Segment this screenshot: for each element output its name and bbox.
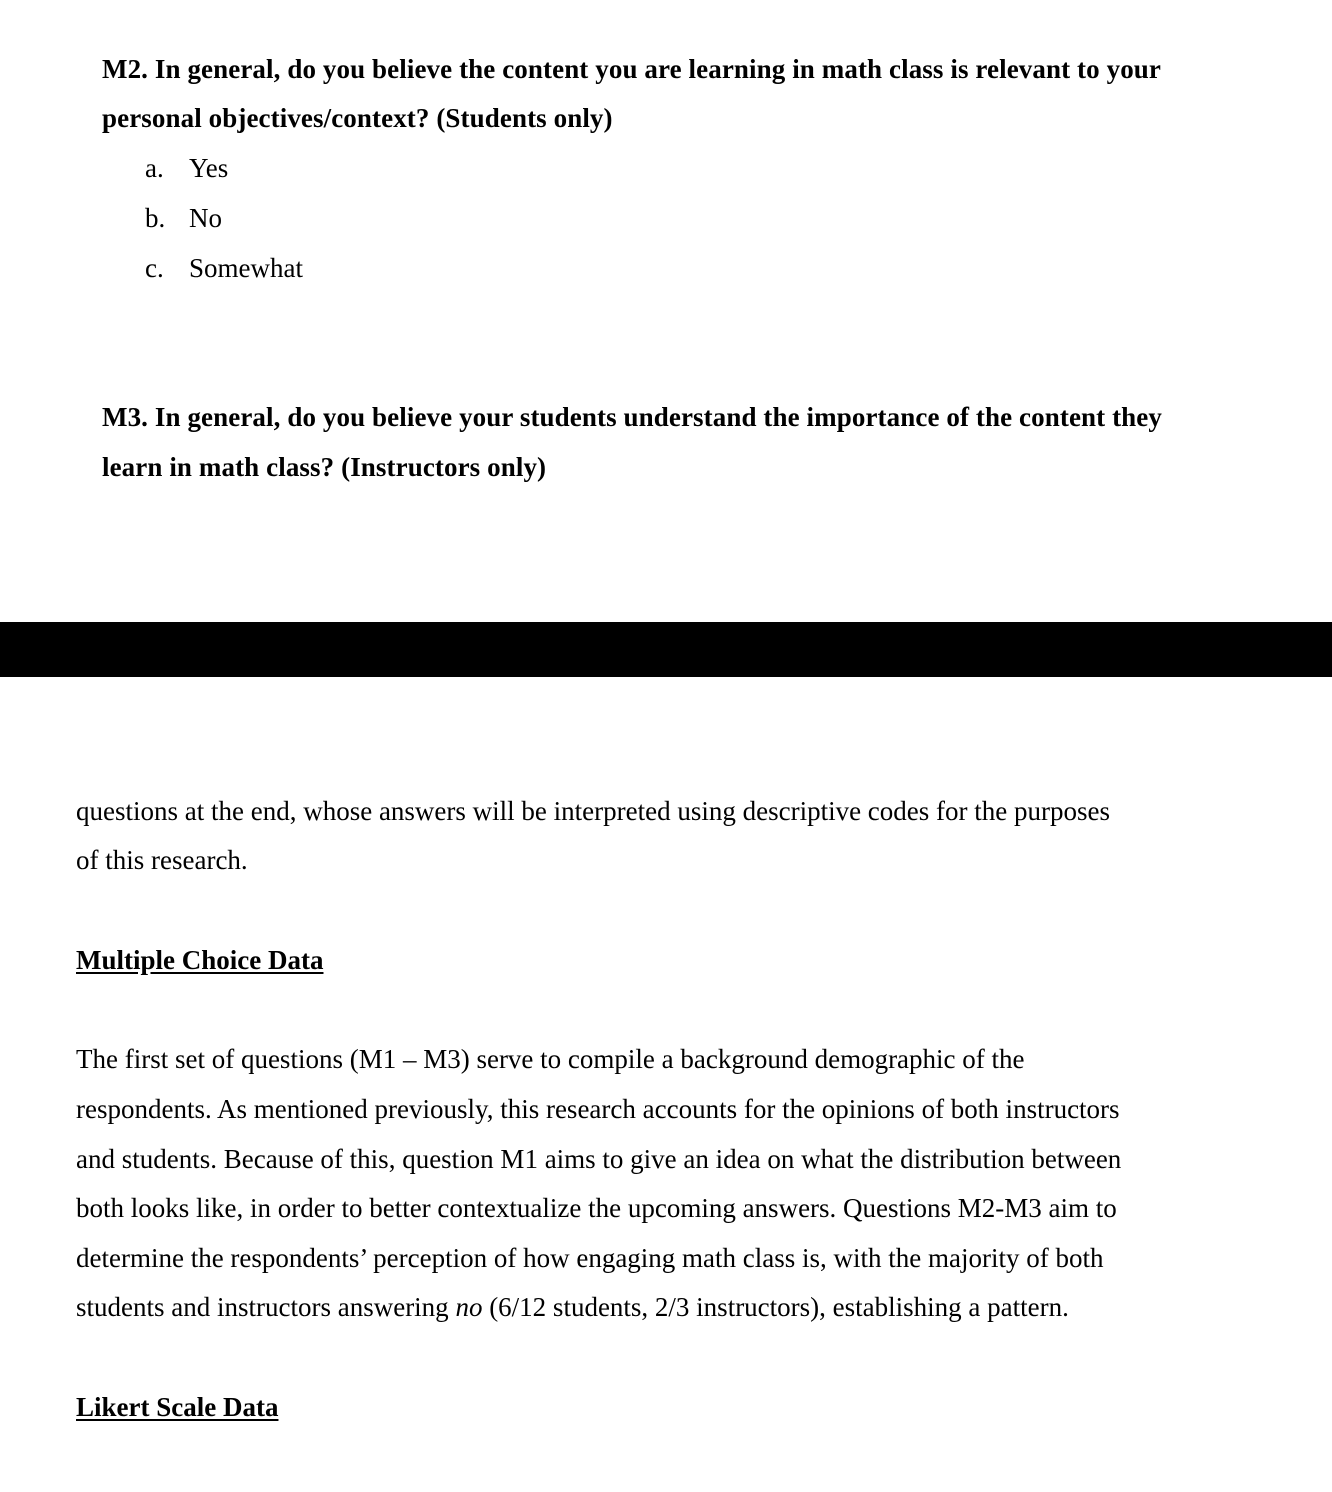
mc-paragraph-line4: both looks like, in order to better contextualize the upcoming answers. Questions M2-M3 aim to — [76, 1193, 1117, 1223]
question-m3-line2: learn in math class? (Instructors only) — [102, 452, 547, 482]
page-divider-bar — [0, 622, 1332, 677]
likert-heading: Likert Scale Data — [76, 1392, 279, 1422]
option-c — [145, 253, 445, 287]
mc-paragraph-line2: respondents. As mentioned previously, this research accounts for the opinions of both instructors — [76, 1094, 1120, 1124]
option-b-letter: b. — [145, 203, 166, 233]
question-m3-line1: M3. In general, do you believe your students understand the importance of the content they — [102, 402, 1162, 432]
mc-paragraph-line1: The first set of questions (M1 – M3) serve to compile a background demographic of the — [76, 1044, 1025, 1074]
option-c-letter: c. — [145, 253, 164, 283]
option-b-text: No — [189, 203, 222, 233]
option-c-text: Somewhat — [189, 253, 303, 283]
mc-line6-emphasis: no — [455, 1292, 483, 1322]
mc-line6-pre: students and instructors answering — [76, 1292, 456, 1322]
option-a-text: Yes — [189, 153, 229, 183]
mc-paragraph-line6 — [76, 1292, 1069, 1323]
question-m2-line2: personal objectives/context? (Students only) — [102, 103, 613, 133]
mc-paragraph-line5: determine the respondents’ perception of how engaging math class is, with the majority of both — [76, 1243, 1104, 1273]
mc-paragraph-line3: and students. Because of this, question M1 aims to give an idea on what the distribution between — [76, 1144, 1122, 1174]
mc-line6-post: (6/12 students, 2/3 instructors), establishing a pattern. — [482, 1292, 1069, 1322]
multiple-choice-heading: Multiple Choice Data — [76, 945, 324, 975]
option-b — [145, 203, 445, 237]
option-a-letter: a. — [145, 153, 164, 183]
option-a — [145, 153, 445, 187]
question-m2-line1: M2. In general, do you believe the content you are learning in math class is relevant to your — [102, 54, 1161, 84]
intro-line2: of this research. — [76, 845, 248, 875]
intro-line1: questions at the end, whose answers will be interpreted using descriptive codes for the purposes — [76, 796, 1110, 826]
